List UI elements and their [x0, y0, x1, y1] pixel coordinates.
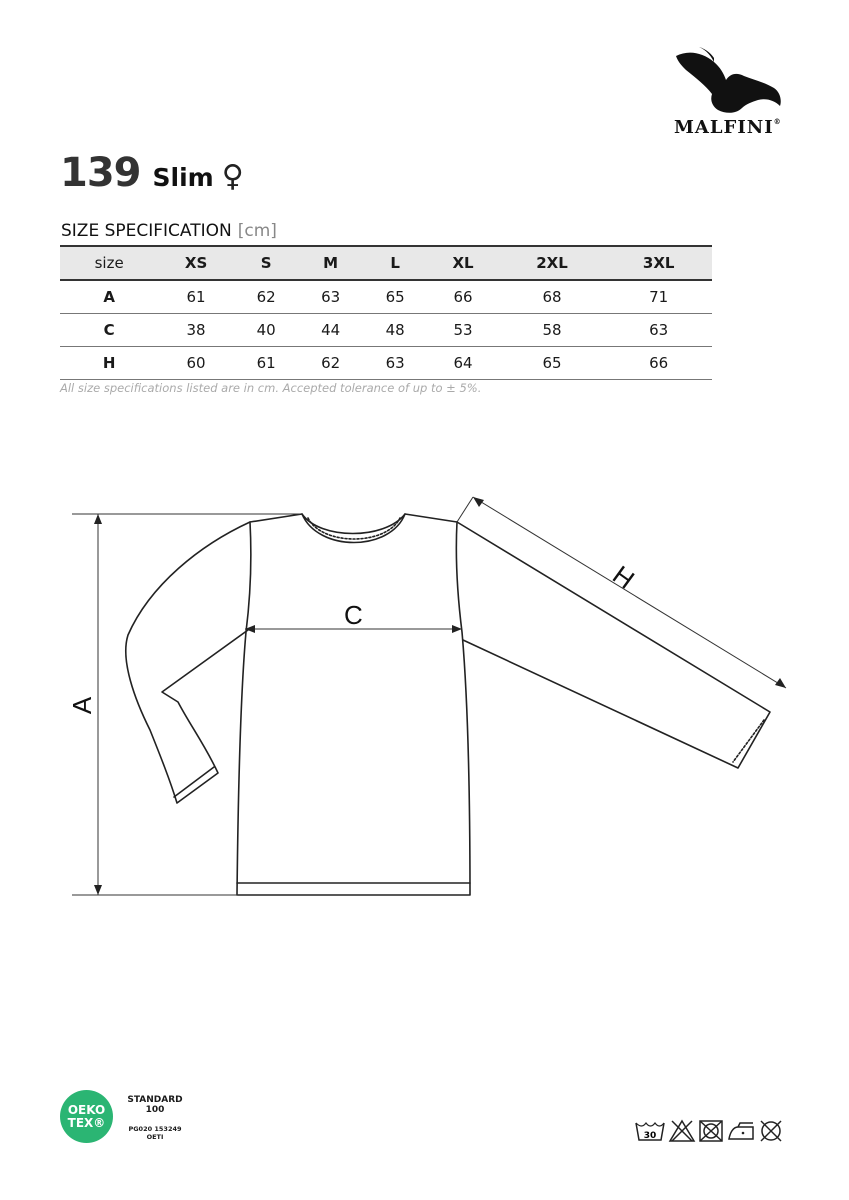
model-name: Slim [152, 163, 214, 192]
oeko-standard [120, 1095, 190, 1115]
tolerance-note: All size specifications listed are in cm. Accepted tolerance of up to ± 5%. [60, 381, 482, 395]
product-title [60, 150, 244, 196]
care-instructions [634, 1119, 784, 1143]
no-tumble-dry-icon [698, 1119, 724, 1143]
table-header-row [60, 246, 712, 280]
table-cell: 66 [427, 280, 498, 314]
table-cell: 48 [363, 314, 428, 347]
header-size-label: size [60, 246, 158, 280]
wash-temperature: 30 [643, 1131, 657, 1141]
dimension-label-a: A [67, 696, 98, 715]
table-row [60, 314, 712, 347]
row-label: A [60, 280, 158, 314]
table-cell: 60 [158, 347, 234, 380]
code-line1: PG020 153249 [128, 1125, 182, 1133]
female-icon: ♀ [221, 159, 244, 194]
table-cell: 63 [363, 347, 428, 380]
oeko-badge-line1: OEKO [67, 1102, 106, 1117]
header-size: L [363, 246, 428, 280]
table-cell: 68 [499, 280, 606, 314]
standard-line2: 100 [145, 1105, 165, 1115]
no-dry-clean-icon [758, 1119, 784, 1143]
header-size: XS [158, 246, 234, 280]
oeko-badge-line2: TEX® [67, 1115, 106, 1130]
brand-name: MALFINI [674, 117, 774, 138]
header-size: 2XL [499, 246, 606, 280]
spec-unit: [cm] [237, 221, 277, 241]
header-size: S [234, 246, 299, 280]
code-line2: OETI [146, 1133, 164, 1141]
spec-heading [61, 221, 277, 241]
trademark-symbol: ® [773, 117, 782, 126]
table-cell: 71 [605, 280, 712, 314]
dimension-label-h: H [607, 559, 641, 595]
table-cell: 63 [298, 280, 363, 314]
eagle-logo-icon [674, 44, 784, 116]
header-size: M [298, 246, 363, 280]
table-cell: 61 [234, 347, 299, 380]
table-cell: 65 [363, 280, 428, 314]
standard-line1: STANDARD [127, 1095, 183, 1105]
table-row [60, 347, 712, 380]
table-cell: 38 [158, 314, 234, 347]
header-size: 3XL [605, 246, 712, 280]
oeko-code [120, 1125, 190, 1141]
table-cell: 62 [234, 280, 299, 314]
size-table [60, 245, 712, 380]
table-cell: 65 [499, 347, 606, 380]
dimension-label-c: C [344, 600, 363, 630]
row-label: C [60, 314, 158, 347]
header-size: XL [427, 246, 498, 280]
model-number: 139 [60, 150, 141, 196]
garment-diagram [0, 480, 849, 920]
wash-30-icon [634, 1119, 666, 1143]
spec-heading-text: SIZE SPECIFICATION [61, 221, 232, 241]
table-cell: 63 [605, 314, 712, 347]
iron-low-icon [726, 1119, 756, 1143]
row-label: H [60, 347, 158, 380]
table-cell: 64 [427, 347, 498, 380]
table-cell: 44 [298, 314, 363, 347]
table-cell: 66 [605, 347, 712, 380]
no-bleach-icon [668, 1119, 696, 1143]
brand-logo [660, 44, 800, 136]
table-row [60, 280, 712, 314]
table-cell: 53 [427, 314, 498, 347]
table-cell: 62 [298, 347, 363, 380]
oeko-tex-badge [60, 1090, 113, 1143]
table-cell: 58 [499, 314, 606, 347]
table-cell: 61 [158, 280, 234, 314]
table-cell: 40 [234, 314, 299, 347]
